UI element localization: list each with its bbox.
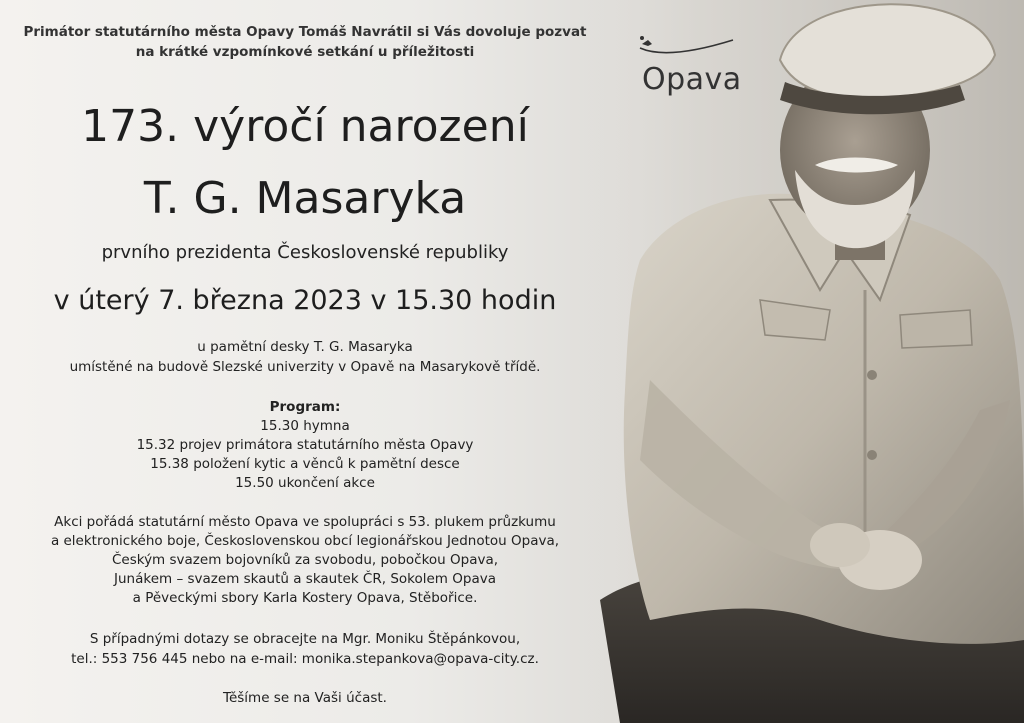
location-line: umístěné na budově Slezské univerzity v Opavě na Masarykově třídě. [69, 359, 541, 375]
bird-icon [628, 30, 738, 60]
program-item: 15.50 ukončení akce [235, 475, 375, 491]
closing-line: Těšíme se na Vaši účast. [223, 690, 387, 706]
program-item: 15.32 projev primátora statutárního města Opavy [136, 437, 474, 453]
contact-line: tel.: 553 756 445 nebo na e-mail: monika.stepankova@opava-city.cz. [71, 650, 539, 667]
contact-line: S případnými dotazy se obracejte na Mgr. Moniku Štěpánkovou, [89, 631, 521, 647]
invitation-intro [0, 22, 610, 62]
organizers-line: Junákem – svazem skautů a skautek ČR, Sokolem Opava [114, 571, 496, 587]
organizers-line: Českým svazem bojovníků za svobodu, pobočkou Opava, [111, 552, 499, 568]
invitation-line: Primátor statutárního města Opavy Tomáš Navrátil si Vás dovoluje pozvat [23, 24, 587, 40]
program-heading: Program: [269, 399, 341, 415]
program-item: 15.30 hymna [260, 418, 350, 434]
event-location [0, 337, 610, 377]
program [0, 398, 610, 493]
event-title-line1: 173. výročí narození [81, 101, 529, 152]
portrait-photo [580, 0, 1024, 723]
location-line: u pamětní desky T. G. Masaryka [197, 339, 413, 355]
program-item: 15.38 položení kytic a věnců k pamětní desce [150, 456, 460, 472]
event-title-line2: T. G. Masaryka [143, 173, 467, 224]
organizers-line: a Pěveckými sbory Karla Kostery Opava, Stěbořice. [132, 590, 478, 606]
opava-logo [628, 30, 758, 100]
event-datetime: v úterý 7. března 2023 v 15.30 hodin [53, 285, 557, 316]
organizers-line: a elektronického boje, Československou obcí legionářskou Jednotou Opava, [50, 533, 560, 549]
organizers-line: Akci pořádá statutární město Opava ve spolupráci s 53. plukem průzkumu [54, 514, 556, 530]
invitation-line: na krátké vzpomínkové setkání u příležitosti [135, 44, 475, 60]
logo-text: Opava [642, 62, 742, 97]
event-subtitle: prvního prezidenta Československé republiky [101, 242, 509, 263]
contact-info [0, 630, 610, 669]
organizers [0, 513, 610, 608]
